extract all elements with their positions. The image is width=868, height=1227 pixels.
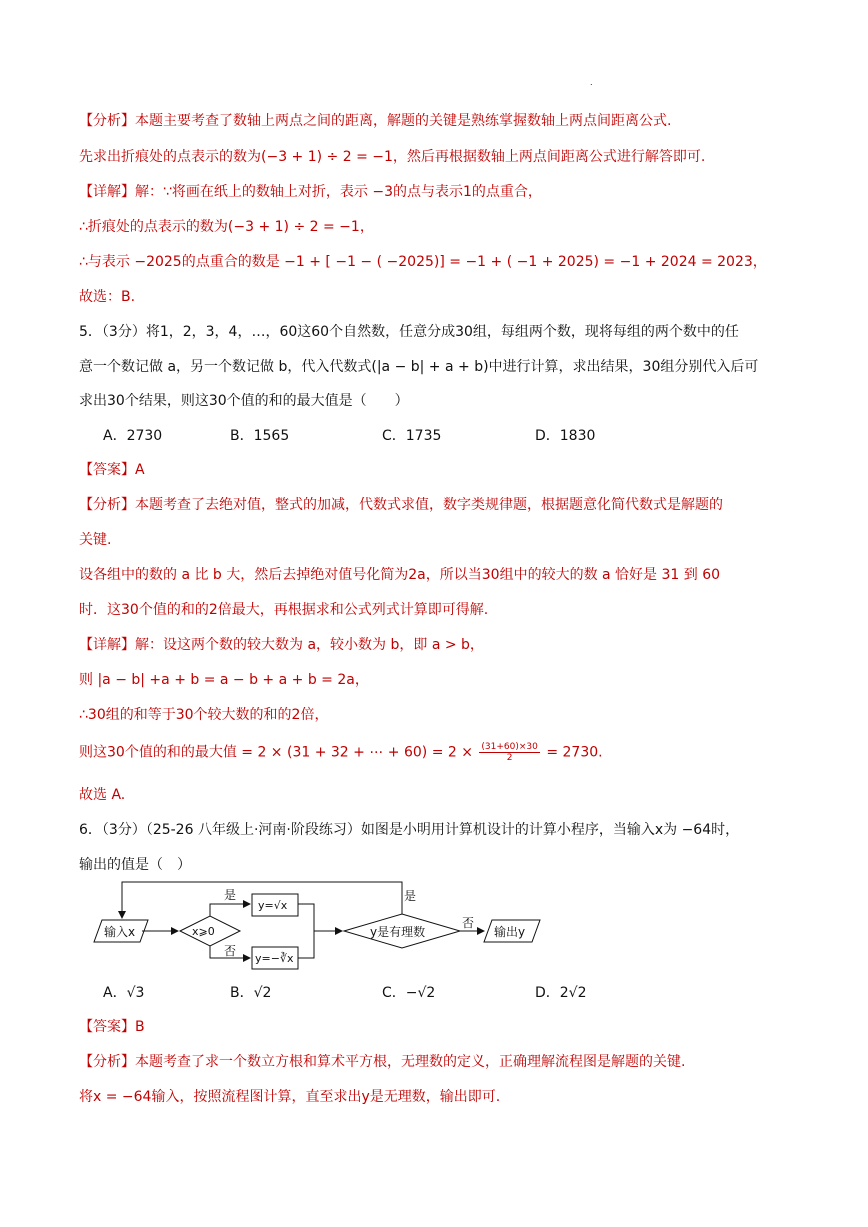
q5-choice: 故选 A. — [79, 787, 126, 803]
q4-analysis-line-1: 【分析】本题主要考查了数轴上两点之间的距离，解题的关键是熟练掌握数轴上两点间距离公式. — [79, 113, 672, 129]
header-dot: . — [590, 78, 593, 87]
q6-analysis-line-1: 【分析】本题考查了求一个数立方根和算术平方根，无理数的定义，正确理解流程图是解题的关键. — [79, 1054, 686, 1070]
q4-analysis-line-2: 先求出折痕处的点表示的数为(−3 + 1) ÷ 2 = −1，然后再根据数轴上两点间距离公式进行解答即可. — [79, 149, 706, 165]
q4-choice: 故选：B. — [79, 289, 136, 305]
q5-stem-line-1: 5．（3分）将1，2，3，4，…，60这60个自然数，任意分成30组，每组两个数，现将每组的两个数中的任 — [79, 324, 739, 340]
q5-answer: 【答案】A — [79, 462, 145, 478]
q6-option-a: A．√3 — [103, 985, 145, 1001]
q4-detail-line-3: ∴与表示 −2025的点重合的数是 −1 + [ −1 − ( −2025)] = −1 + ( −1 + 2025) = −1 + 2024 = 2023， — [79, 254, 767, 270]
q5-stem-line-2: 意一个数记做 a，另一个数记做 b，代入代数式(|a − b| + a + b)中进行计算，求出结果，30组分别代入后可 — [79, 359, 759, 375]
q5-detail-line-2: 则 |a − b| +a + b = a − b + a + b = 2a， — [79, 672, 369, 688]
flow-yes2-label: 是 — [404, 889, 417, 903]
q5-analysis-line-1: 【分析】本题考查了去绝对值，整式的加减，代数式求值，数字类规律题，根据题意化简代数式是解题的 — [79, 497, 723, 513]
q6-option-b: B．√2 — [230, 985, 272, 1001]
q5-analysis-line-2: 关键. — [79, 532, 112, 548]
flow-sqrt-label: y=√x — [258, 899, 288, 912]
flowchart-diagram — [92, 880, 552, 980]
q6-option-c: C．−√2 — [382, 985, 436, 1001]
flow-input-label: 输入x — [104, 925, 136, 939]
q5-fraction — [479, 742, 539, 763]
q5-option-d: D．1830 — [535, 428, 596, 444]
q5-detail-line-4 — [79, 742, 603, 763]
q5-sum-expression: 则这30个值的和的最大值 = 2 × (31 + 32 + ⋯ + 60) = 2 × — [79, 744, 473, 761]
flow-output-label: 输出y — [494, 925, 526, 939]
flow-no2-label: 否 — [462, 916, 475, 930]
q5-option-b: B．1565 — [230, 428, 290, 444]
q6-option-d: D．2√2 — [535, 985, 587, 1001]
q5-detail-line-1: 【详解】解：设这两个数的较大数为 a，较小数为 b，即 a > b， — [79, 637, 484, 653]
flow-yes-label: 是 — [224, 888, 237, 902]
q5-detail-line-3: ∴30组的和等于30个较大数的和的2倍， — [79, 707, 329, 723]
q4-detail-line-1: 【详解】解：∵将画在纸上的数轴上对折，表示 −3的点与表示1的点重合， — [79, 184, 542, 200]
q5-sum-result: = 2730. — [546, 744, 603, 761]
flow-condition-label: x⩾0 — [192, 925, 215, 938]
q5-analysis-line-3: 设各组中的数的 a 比 b 大，然后去掉绝对值号化简为2a，所以当30组中的较大的数 a 恰好是 31 到 60 — [79, 567, 721, 583]
q5-stem-line-3: 求出30个结果，则这30个值的和的最大值是（ ） — [79, 393, 409, 409]
flow-rational-label: y是有理数 — [370, 925, 426, 939]
q6-analysis-line-2: 将x = −64输入，按照流程图计算，直至求出y是无理数，输出即可. — [79, 1089, 501, 1105]
flow-cbrt-label: y=−∛x — [255, 952, 294, 965]
q6-stem-line-1: 6．（3分）（25-26 八年级上·河南·阶段练习）如图是小明用计算机设计的计算小程序，当输入x为 −64时， — [79, 822, 740, 838]
q5-fraction-denominator: 2 — [506, 753, 513, 763]
flow-no-label: 否 — [224, 944, 237, 958]
q6-answer: 【答案】B — [79, 1019, 145, 1035]
q5-analysis-line-4: 时．这30个值的和的2倍最大，再根据求和公式列式计算即可得解. — [79, 602, 489, 618]
q5-option-a: A．2730 — [103, 428, 163, 444]
q5-option-c: C．1735 — [382, 428, 442, 444]
q5-fraction-numerator: (31+60)×30 — [481, 742, 538, 752]
q6-stem-line-2: 输出的值是（ ） — [79, 857, 191, 873]
q4-detail-line-2: ∴折痕处的点表示的数为(−3 + 1) ÷ 2 = −1， — [79, 219, 374, 235]
